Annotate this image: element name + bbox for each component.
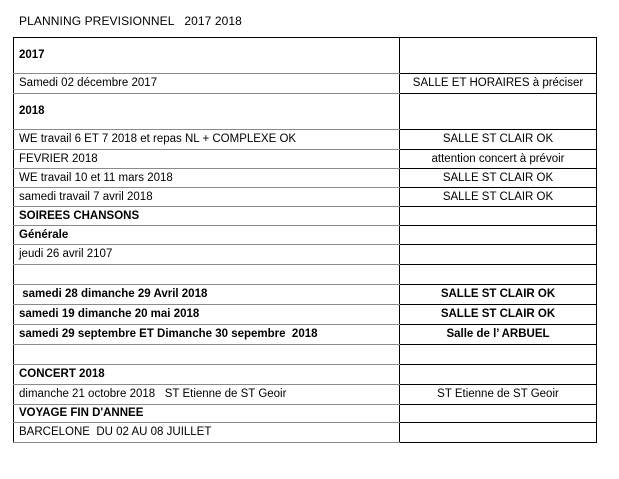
row-event: jeudi 26 avril 2107 [14,245,400,265]
row-note [400,38,597,74]
table-row [14,385,597,405]
table-row [14,150,597,169]
row-event: samedi 28 dimanche 29 Avril 2018 [14,285,400,305]
row-event: samedi 29 septembre ET Dimanche 30 sepembre 2018 [14,325,400,345]
row-note [400,345,597,365]
row-note [400,265,597,285]
section-subheading-generale: Générale [14,226,400,245]
table-row [14,130,597,150]
row-note: Salle de l’ ARBUEL [400,325,597,345]
table-row [14,245,597,265]
table-row [14,207,597,226]
row-note [400,226,597,245]
table-row [14,94,597,130]
row-note [400,207,597,226]
section-heading-concert: CONCERT 2018 [14,365,400,385]
row-event: Samedi 02 décembre 2017 [14,74,400,94]
row-note: ST Etienne de ST Geoir [400,385,597,405]
year-heading-2017: 2017 [14,38,400,74]
table-row [14,38,597,74]
table-row [14,325,597,345]
row-event: dimanche 21 octobre 2018 ST Etienne de ST Geoir [14,385,400,405]
table-row [14,405,597,423]
table-row [14,226,597,245]
document-title: PLANNING PREVISIONNEL 2017 2018 [19,14,242,28]
row-note [400,423,597,443]
row-event [14,345,400,365]
row-note [400,365,597,385]
row-note: SALLE ET HORAIRES à préciser [400,74,597,94]
section-heading-soirees-chansons: SOIREES CHANSONS [14,207,400,226]
row-event [14,265,400,285]
table-row [14,285,597,305]
table-row [14,169,597,188]
row-event: FEVRIER 2018 [14,150,400,169]
row-event: WE travail 6 ET 7 2018 et repas NL + COMPLEXE OK [14,130,400,150]
table-row [14,265,597,285]
year-heading-2018: 2018 [14,94,400,130]
row-event: samedi 19 dimanche 20 mai 2018 [14,305,400,325]
table-row [14,74,597,94]
table-row [14,365,597,385]
row-event: WE travail 10 et 11 mars 2018 [14,169,400,188]
row-note: attention concert à prévoir [400,150,597,169]
row-note [400,245,597,265]
table-row [14,345,597,365]
row-event: BARCELONE DU 02 AU 08 JUILLET [14,423,400,443]
row-note [400,94,597,130]
row-note: SALLE ST CLAIR OK [400,188,597,207]
table-row [14,188,597,207]
row-note [400,405,597,423]
planning-table [13,37,597,443]
table-row [14,305,597,325]
section-heading-voyage: VOYAGE FIN D'ANNEE [14,405,400,423]
row-note: SALLE ST CLAIR OK [400,130,597,150]
row-note: SALLE ST CLAIR OK [400,285,597,305]
row-note: SALLE ST CLAIR OK [400,305,597,325]
row-event: samedi travail 7 avril 2018 [14,188,400,207]
row-note: SALLE ST CLAIR OK [400,169,597,188]
table-row [14,423,597,443]
